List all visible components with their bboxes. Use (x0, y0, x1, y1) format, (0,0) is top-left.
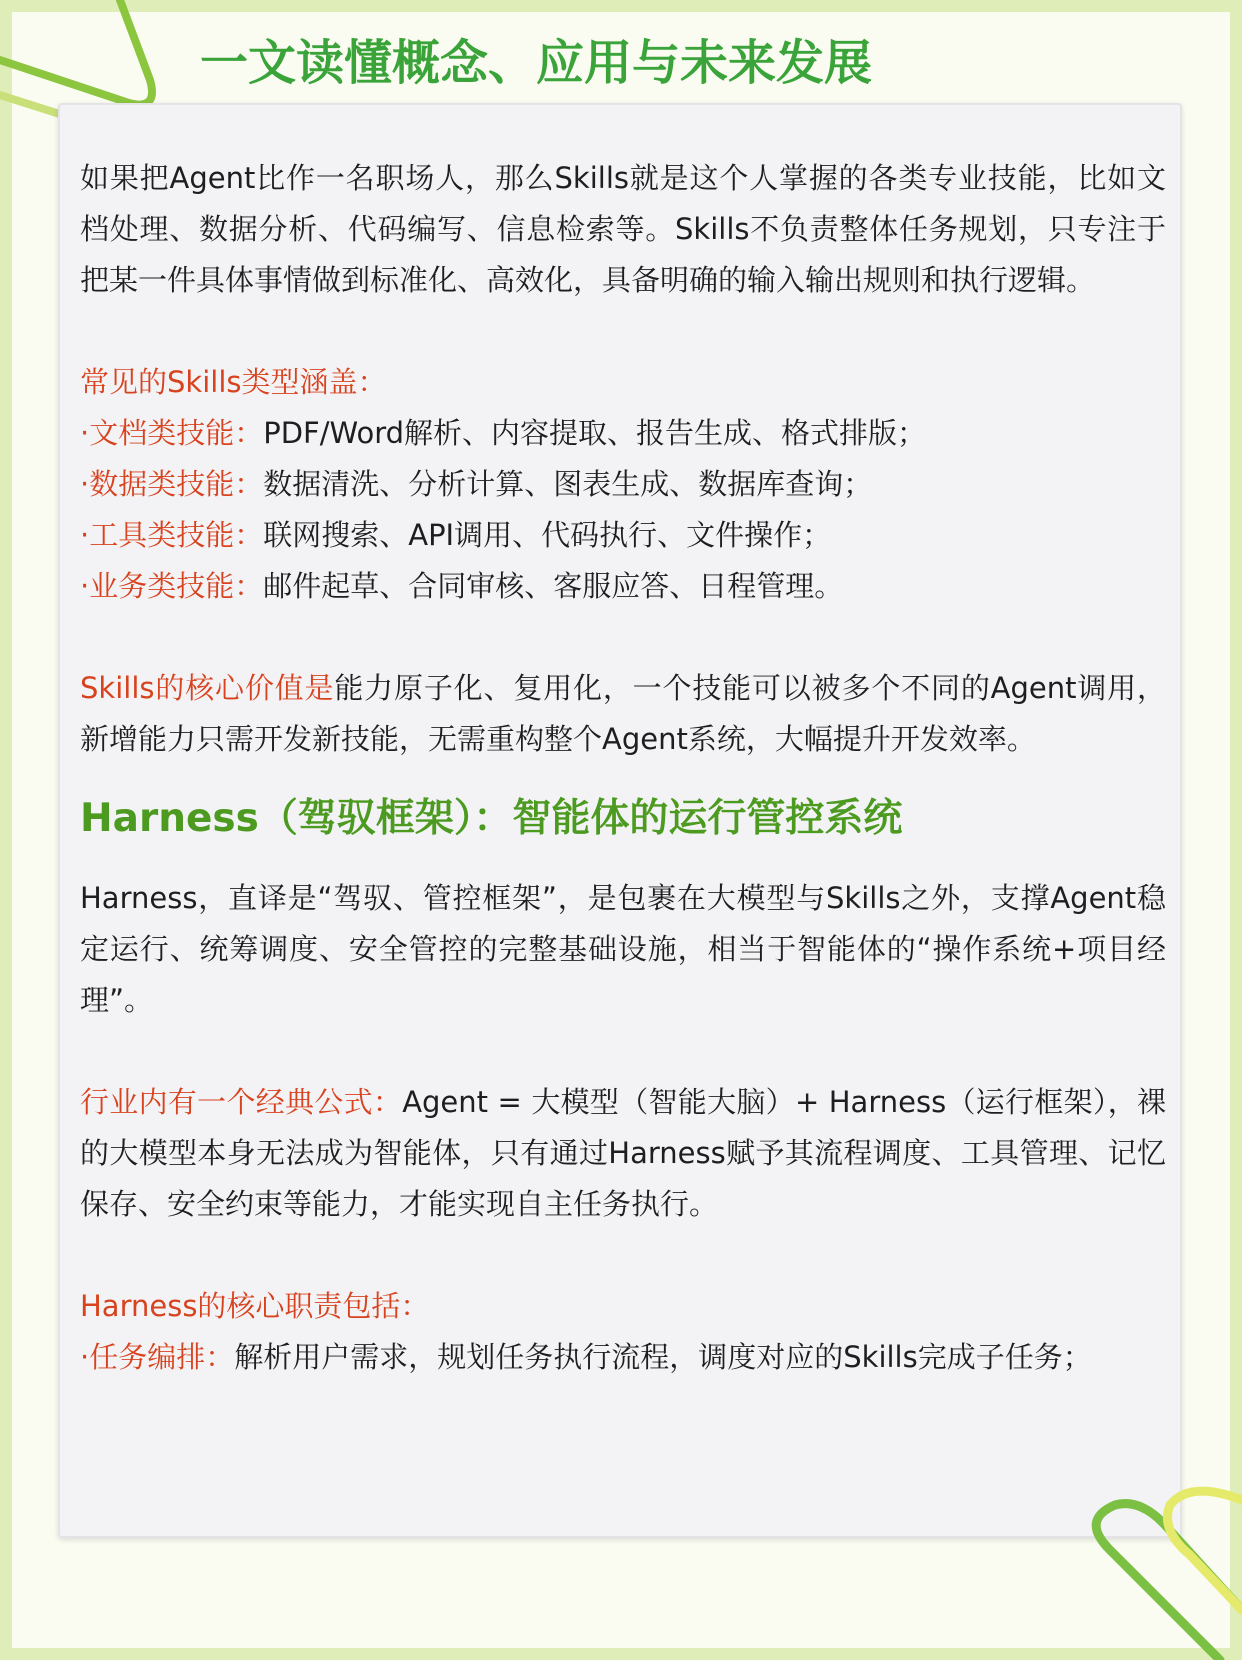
list-item-text: 联网搜索、API调用、代码执行、文件操作； (263, 518, 832, 552)
paperclip-icon (1070, 1460, 1242, 1660)
skills-value-text: 能力原子化、复用化，一个技能可以被多个不同的Agent调用，新增能力只需开发新技能，无需重构整个Agent系统，大幅提升开发效率。 (80, 671, 1167, 756)
list-item (80, 408, 1166, 459)
skills-types-heading: 常见的Skills类型涵盖： (80, 365, 387, 399)
bullet: · (80, 518, 90, 552)
bullet: · (80, 416, 90, 450)
harness-duties-heading: Harness的核心职责包括： (80, 1289, 430, 1323)
content-card (58, 103, 1182, 1538)
list-item (80, 459, 1166, 510)
list-item-label: 工具类技能： (89, 518, 264, 552)
list-item-label: 文档类技能： (89, 416, 264, 450)
bullet: · (80, 467, 90, 501)
article-body (80, 153, 1166, 1383)
bullet: · (80, 569, 90, 603)
harness-intro: Harness，直译是“驾驭、管控框架”，是包裹在大模型与Skills之外，支撑Agent稳定运行、统筹调度、安全管控的完整基础设施，相当于智能体的“操作系统+项目经理”。 (80, 881, 1166, 1017)
skills-intro: 如果把Agent比作一名职场人，那么Skills就是这个人掌握的各类专业技能，比如文档处理、数据分析、代码编写、信息检索等。Skills不负责整体任务规划，只专注于把某一件具体事情做到标准化、高效化，具备明确的输入输出规则和执行逻辑。 (80, 161, 1166, 297)
list-item-text: 解析用户需求，规划任务执行流程，调度对应的Skills完成子任务； (234, 1340, 1092, 1374)
list-item (80, 510, 1166, 561)
harness-formula (80, 1077, 1166, 1230)
harness-formula-lead: 行业内有一个经典公式： (80, 1085, 403, 1119)
harness-heading: Harness（驾驭框架）：智能体的运行管控系统 (80, 796, 903, 841)
list-item-text: 邮件起草、合同审核、客服应答、日程管理。 (263, 569, 844, 603)
skills-value-paragraph (80, 663, 1166, 765)
list-item-label: 业务类技能： (89, 569, 264, 603)
list-item (80, 561, 1166, 612)
list-item-text: PDF/Word解析、内容提取、报告生成、格式排版； (263, 416, 927, 450)
list-item (80, 1332, 1166, 1383)
harness-formula-text: Agent = 大模型（智能大脑）+ Harness（运行框架），裸的大模型本身无法成为智能体，只有通过Harness赋予其流程调度、工具管理、记忆保存、安全约束等能力，才能实现自主任务执行。 (80, 1085, 1166, 1221)
bullet: · (80, 1340, 90, 1374)
list-item-label: 数据类技能： (89, 467, 264, 501)
skills-value-lead: Skills的核心价值是 (80, 671, 335, 705)
page-title: 一文读懂概念、应用与未来发展 (200, 35, 873, 91)
list-item-text: 数据清洗、分析计算、图表生成、数据库查询； (263, 467, 873, 501)
list-item-label: 任务编排： (89, 1340, 235, 1374)
